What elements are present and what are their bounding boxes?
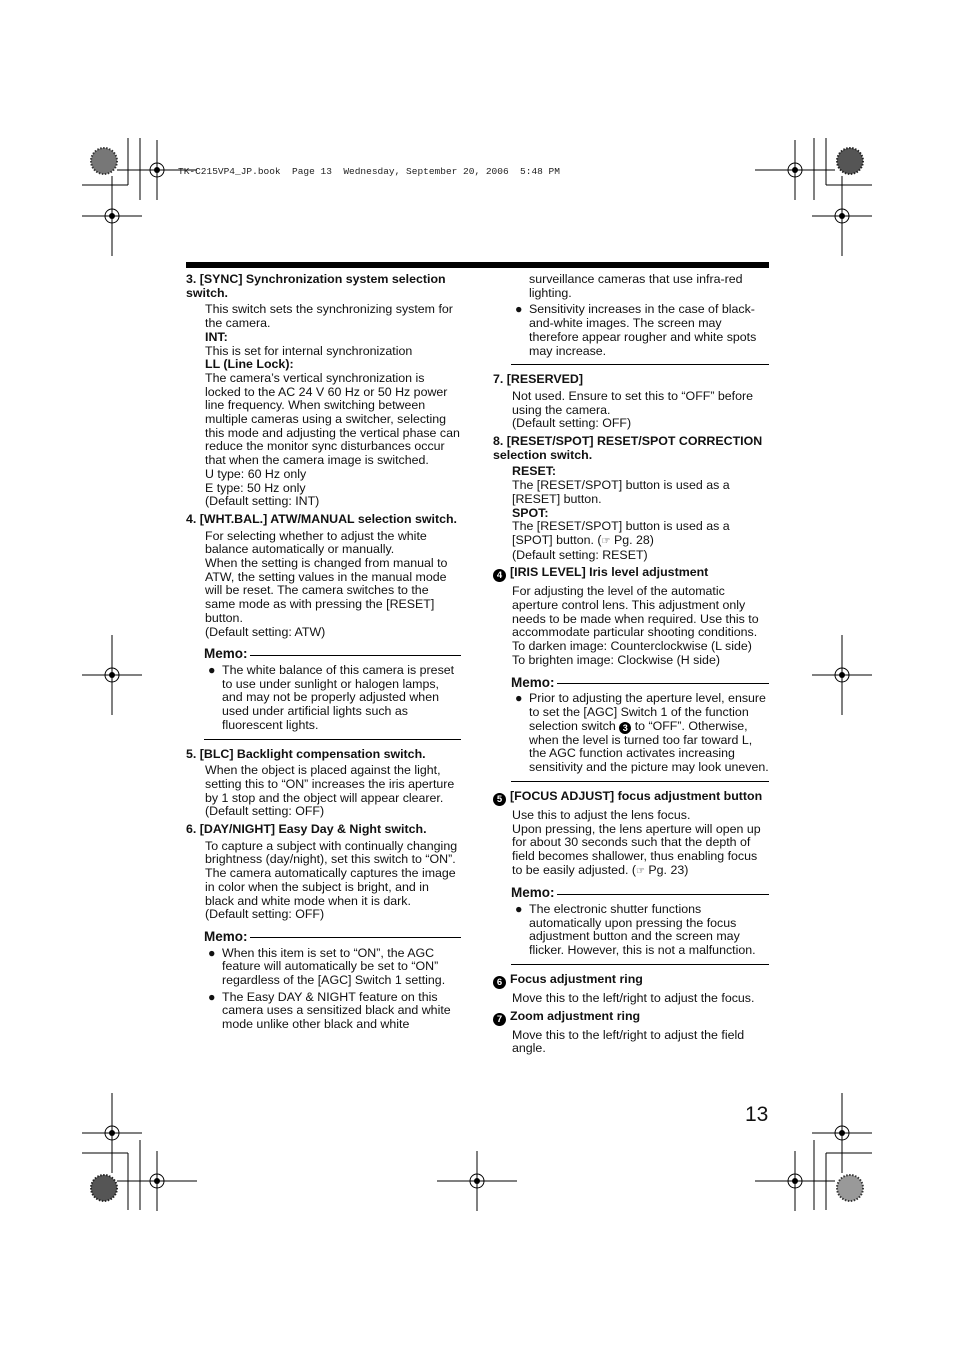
memo-label: Memo:	[204, 646, 248, 662]
section-8-body	[493, 465, 769, 562]
reset-label: RESET:	[512, 464, 557, 479]
section-6-text-2: The camera automatically captures the image in color when the subject is bright, and in black and white mode when it is dark.	[205, 866, 456, 908]
right-column	[493, 273, 769, 1056]
ll-label: LL (Line Lock):	[205, 357, 294, 372]
reset-text: The [RESET/SPOT] button is used as a [RESET] button.	[512, 478, 730, 506]
section-5-text: When the object is placed against the light, setting this to “ON” increases the iris aperture by 1 stop and the object will appear clearer.	[205, 763, 455, 805]
section-7-text: Not used. Ensure to set this to “OFF” before using the camera.	[512, 388, 754, 417]
section-3-default: (Default setting: INT)	[205, 494, 320, 509]
section-5-body	[186, 764, 461, 819]
iris-darken: To darken image: Counterclockwise (L side)	[512, 639, 752, 654]
focus-ring-text: Move this to the left/right to adjust the focus.	[512, 990, 755, 1005]
memo-item: ● The electronic shutter functions automatically upon pressing the focus adjustment button and the screen may flicker. However, this is not a malfunction.	[515, 902, 756, 958]
number-badge-icon: 5	[493, 793, 506, 806]
section-3-body	[186, 303, 461, 509]
bullet-icon: ●	[208, 989, 216, 1004]
e-type: E type: 50 Hz only	[205, 480, 306, 495]
section-4-default: (Default setting: ATW)	[205, 624, 326, 639]
focus-ring-body	[493, 992, 769, 1006]
number-badge-icon: 4	[493, 569, 506, 582]
memo-focus	[511, 886, 769, 965]
memo-label: Memo:	[511, 674, 555, 690]
focus-text-1: Use this to adjust the lens focus.	[512, 807, 691, 822]
memo-label: Memo:	[511, 885, 555, 901]
section-8-heading: 8. [RESET/SPOT] RESET/SPOT CORRECTION selection switch.	[493, 434, 763, 462]
memo-day-night-continued	[511, 273, 769, 365]
focus-text-2: Upon pressing, the lens aperture will open up for about 30 seconds such that the depth of field becomes shallower, thus enabling focus to be easily adjusted. (☞ Pg. 23)	[512, 821, 761, 877]
bullet-icon: ●	[208, 945, 216, 960]
u-type: U type: 60 Hz only	[205, 466, 307, 481]
memo-item: ● The Easy DAY & NIGHT feature on this camera uses a sensitized black and white mode unlike other black and white	[208, 989, 451, 1032]
int-label: INT:	[205, 329, 228, 344]
zoom-ring-body	[493, 1029, 769, 1056]
section-3-heading: 3. [SYNC] Synchronization system selection switch.	[186, 272, 446, 300]
focus-body	[493, 809, 769, 879]
zoom-ring-heading: 7 Zoom adjustment ring	[493, 1010, 769, 1026]
focus-heading: 5 [FOCUS ADJUST] focus adjustment button	[493, 790, 769, 806]
section-4-heading: 4. [WHT.BAL.] ATW/MANUAL selection switch.	[186, 511, 457, 526]
spot-text: The [RESET/SPOT] button is used as a [SPOT] button. (☞ Pg. 28)	[512, 519, 730, 547]
memo-item: ● Sensitivity increases in the case of black-and-white images. The screen may therefore appear rougher and white spots may increase.	[515, 302, 757, 358]
memo-day-night	[204, 930, 461, 1032]
print-header: TK-C215VP4_JP.book Page 13 Wednesday, September 20, 2006 5:48 PM	[178, 166, 560, 177]
memo-item: ● The white balance of this camera is preset to use under sunlight or halogen lamps, and may not be properly adjusted when used under artificial lights such as fluorescent lights.	[208, 662, 455, 732]
section-7-default: (Default setting: OFF)	[512, 416, 632, 431]
section-4-body	[186, 530, 461, 640]
bullet-icon: ●	[515, 302, 523, 317]
section-7-body	[493, 390, 769, 431]
number-badge-icon: 6	[493, 976, 506, 989]
section-6-heading: 6. [DAY/NIGHT] Easy Day & Night switch.	[186, 822, 427, 837]
left-column	[186, 273, 461, 1035]
section-6-body	[186, 840, 461, 922]
bullet-icon: ●	[515, 691, 523, 706]
section-4-text-1: For selecting whether to adjust the white balance automatically or manually.	[205, 528, 427, 557]
section-5-default: (Default setting: OFF)	[205, 804, 325, 819]
memo-iris	[511, 676, 769, 782]
hand-pointer-icon: ☞	[601, 535, 611, 547]
iris-brighten: To brighten image: Clockwise (H side)	[512, 652, 720, 667]
bullet-icon: ●	[515, 902, 523, 917]
iris-text: For adjusting the level of the automatic aperture control lens. This adjustment only needs to be made when required. Use this to accommodate particular shooting conditions.	[512, 584, 759, 640]
memo-item-continued: surveillance cameras that use infra-red lighting.	[529, 272, 743, 300]
section-3-text: This switch sets the synchronizing system for the camera.	[205, 302, 453, 331]
top-rule	[186, 262, 769, 268]
memo-wht-bal	[204, 647, 461, 739]
section-5-heading: 5. [BLC] Backlight compensation switch.	[186, 746, 426, 761]
section-4-text-2: When the setting is changed from manual to ATW, the setting values in the manual mode will be reset. The camera switches to the same mode as with pressing the [RESET] button.	[205, 556, 448, 625]
number-badge-icon: 7	[493, 1013, 506, 1026]
iris-heading: 4 [IRIS LEVEL] Iris level adjustment	[493, 566, 769, 582]
section-8-default: (Default setting: RESET)	[512, 547, 648, 562]
iris-body	[493, 585, 769, 667]
spot-label: SPOT:	[512, 505, 549, 520]
memo-label: Memo:	[204, 928, 248, 944]
memo-item: ● Prior to adjusting the aperture level, ensure to set the [AGC] Switch 1 of the function selection switch 3 to “OFF”. Otherwise, when the level is turned too far toward L, the AGC function activates increasing sensitivity and the picture may look uneven.	[515, 691, 769, 775]
focus-ring-heading: 6 Focus adjustment ring	[493, 973, 769, 989]
bullet-icon: ●	[208, 662, 216, 677]
int-text: This is set for internal synchronization	[205, 343, 413, 358]
section-6-default: (Default setting: OFF)	[205, 907, 325, 922]
page-number: 13	[745, 1103, 769, 1126]
memo-item: ● When this item is set to “ON”, the AGC feature will automatically be set to “ON” regardless of the [AGC] Switch 1 setting.	[208, 945, 446, 988]
hand-pointer-icon: ☞	[635, 865, 645, 877]
section-6-text-1: To capture a subject with continually changing brightness (day/night), set this switch to “ON”.	[205, 838, 458, 867]
ll-text: The camera’s vertical synchronization is locked to the AC 24 V 60 Hz or 50 Hz power line frequency. When switching between multiple cameras using a switcher, selecting this mode and adjusting the vertical phase can reduce the monitor sync disturbances occur that when the camera image is switched.	[205, 370, 460, 468]
number-badge-icon: 3	[619, 722, 631, 734]
zoom-ring-text: Move this to the left/right to adjust the field angle.	[512, 1027, 745, 1056]
section-7-heading: 7. [RESERVED]	[493, 372, 583, 387]
